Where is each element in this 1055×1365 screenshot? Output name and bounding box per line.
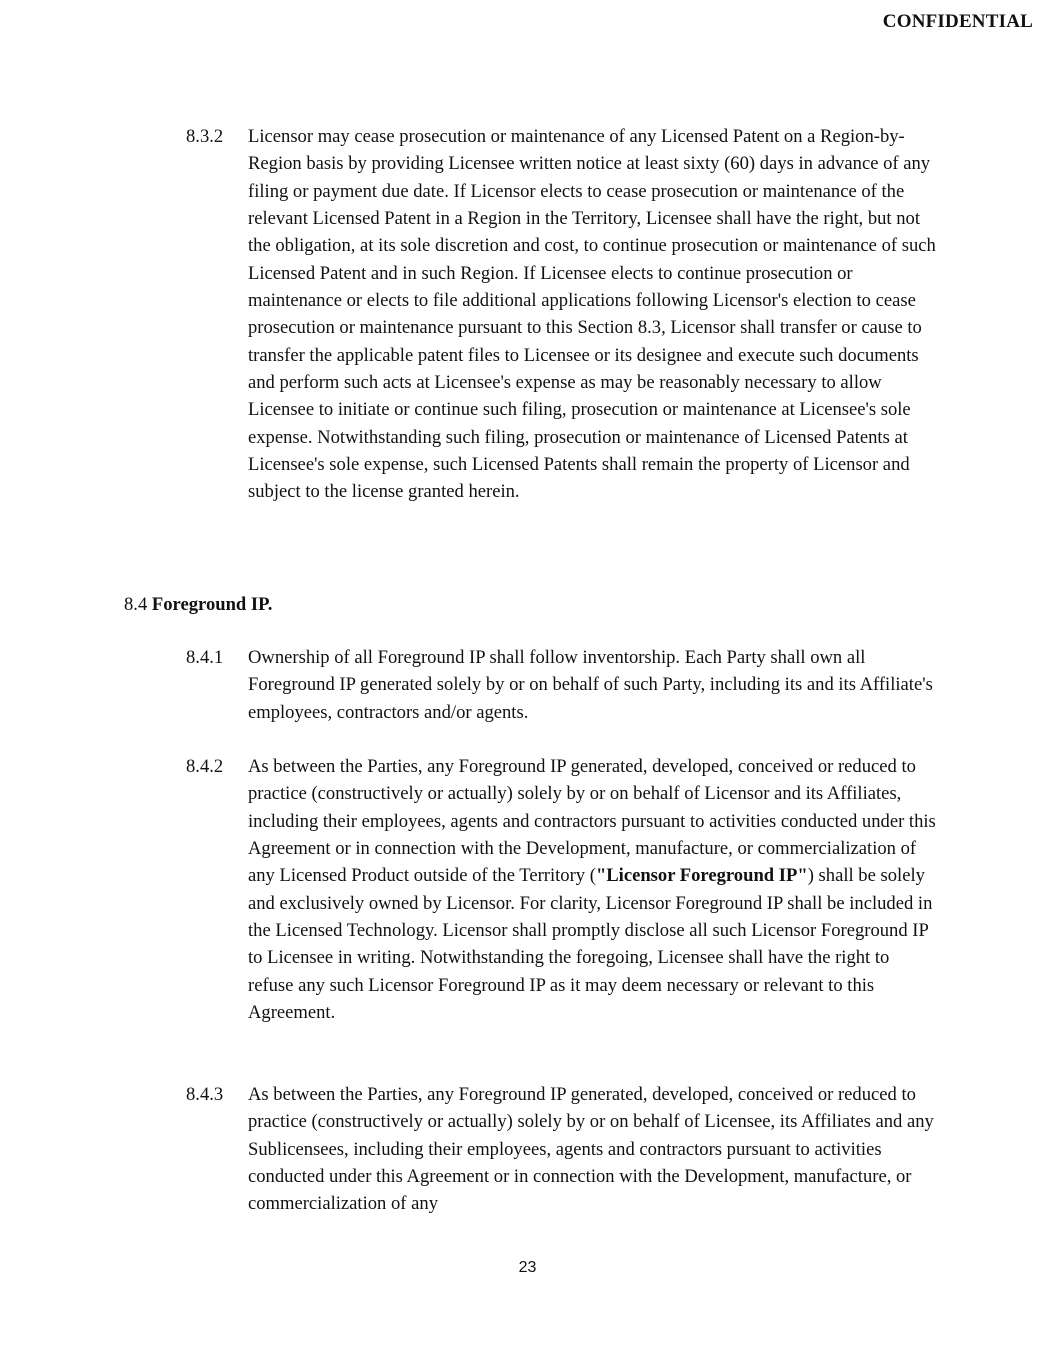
- clause-number: 8.4.1: [186, 647, 224, 668]
- clause-text: As between the Parties, any Foreground IP generated, developed, conceived or reduced to practice (constructively or actually) solely by or on behalf of Licensee, its Affiliates and any Sublicensees, including their employees, agents and contractors pursuant to activities conducted under this Agreement or in connection with the Development, manufacture, or commercialization of any: [248, 1084, 934, 1215]
- clause-8-4-2: [186, 753, 946, 1026]
- page-number: 23: [518, 1259, 537, 1276]
- clause-8-3-2: [186, 123, 946, 506]
- clause-number: 8.4.2: [186, 756, 224, 777]
- clause-8-4-3: [186, 1081, 946, 1218]
- clause-text-part: ) shall be solely and exclusively owned by Licensor. For clarity, Licensor Foreground IP shall be included in the Licensed Technology. Licensor shall promptly disclose all such Licensor Foreground IP to Licensee in writing. Notwithstanding the foregoing, Licensee shall have the right to refuse any such Licensor Foreground IP as it may deem necessary or relevant to this Agreement.: [248, 865, 933, 1024]
- clause-8-4-1: [186, 644, 946, 726]
- clause-text: Licensor may cease prosecution or maintenance of any Licensed Patent on a Region-by-Region basis by providing Licensee written notice at least sixty (60) days in advance of any filing or payment due date. If Licensor elects to cease prosecution or maintenance of the relevant Licensed Patent in a Region in the Territory, Licensee shall have the right, but not the obligation, at its sole discretion and cost, to continue prosecution or maintenance of such Licensed Patent and in such Region. If Licensee elects to continue prosecution or maintenance or elects to file additional applications following Licensor's election to cease prosecution or maintenance pursuant to this Section 8.3, Licensor shall transfer or cause to transfer the applicable patent files to Licensee or its designee and execute such documents and perform such acts at Licensee's expense as may be reasonably necessary to allow Licensee to initiate or continue such filing, prosecution or maintenance at Licensee's sole expense. Notwithstanding such filing, prosecution or maintenance of Licensed Patents at Licensee's sole expense, such Licensed Patents shall remain the property of Licensor and subject to the license granted herein.: [248, 126, 936, 503]
- section-title: Foreground IP.: [151, 594, 273, 615]
- section-number: 8.4: [124, 594, 148, 615]
- clause-number: 8.4.3: [186, 1084, 224, 1105]
- defined-term: "Licensor Foreground IP": [595, 865, 808, 887]
- section-heading-8-4: [124, 591, 272, 618]
- clause-number: 8.3.2: [186, 126, 224, 147]
- clause-text: [248, 753, 938, 1026]
- confidential-header: CONFIDENTIAL: [882, 11, 1033, 32]
- clause-text: Ownership of all Foreground IP shall follow inventorship. Each Party shall own all Foreground IP generated solely by or on behalf of such Party, including its and its Affiliate's employees, contractors and/or agents.: [248, 647, 933, 723]
- clause-text-part: As between the Parties, any Foreground IP generated, developed, conceived or reduced to practice (constructively or actually) solely by or on behalf of Licensor and its Affiliates, including their employees, agents and contractors pursuant to activities conducted under this Agreement or in connection with the Development, manufacture, or commercialization of any Licensed Product outside of the Territory (: [248, 756, 936, 887]
